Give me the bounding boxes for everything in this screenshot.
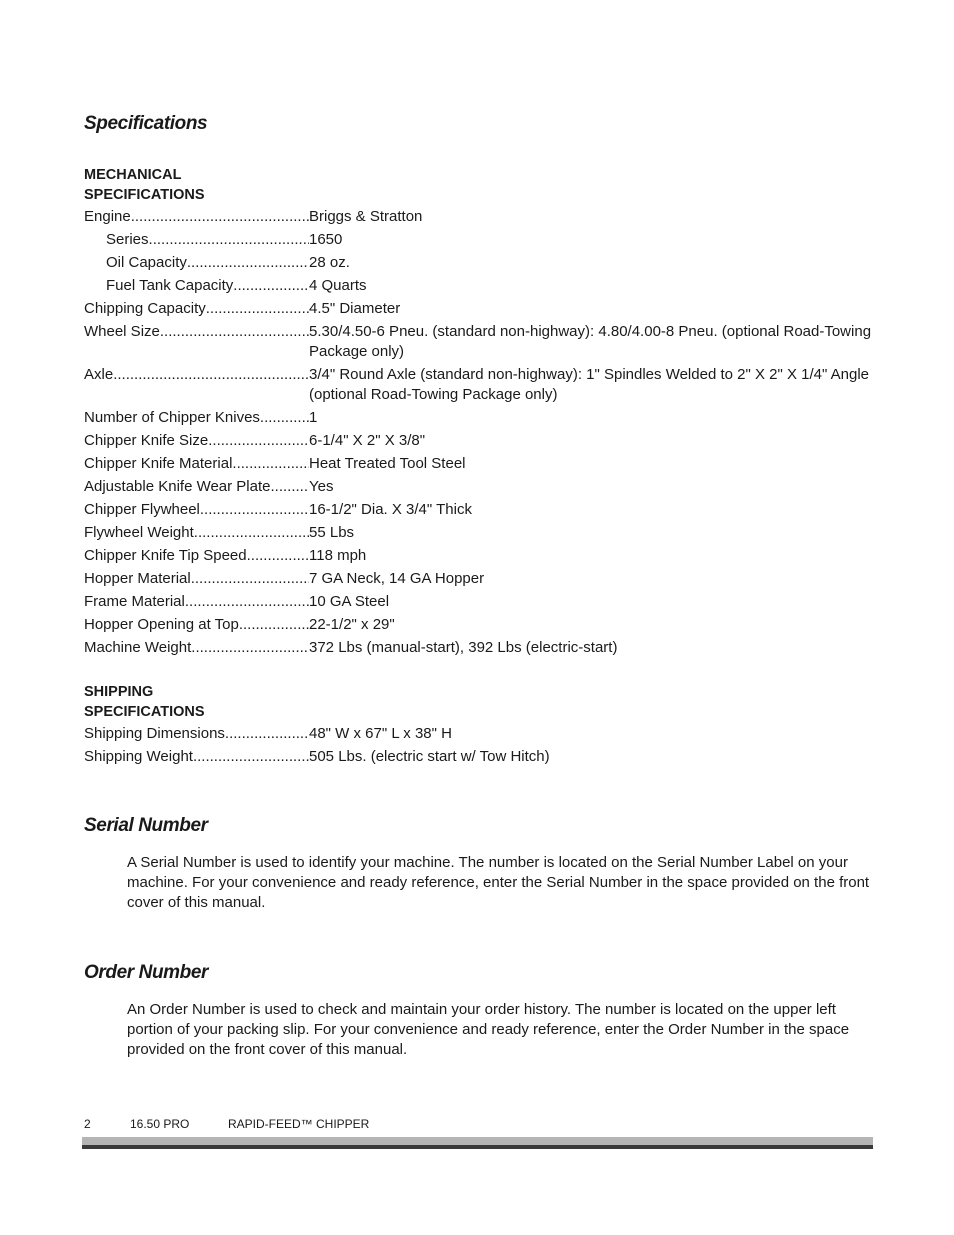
shipping-heading-line1: SHIPPING <box>84 684 154 700</box>
shipping-heading-line2: SPECIFICATIONS <box>84 704 205 720</box>
spec-label: Adjustable Knife Wear Plate <box>84 478 271 495</box>
dot-leader <box>131 207 309 227</box>
spec-label-container <box>84 299 309 319</box>
spec-label-container <box>84 276 309 296</box>
spec-row <box>84 276 884 296</box>
spec-row <box>84 546 884 566</box>
spec-value: 3/4" Round Axle (standard non-highway): 1" Spindles Welded to 2" X 2" X 1/4" Angle (optional Road-Towing Package only) <box>309 366 870 403</box>
spec-row <box>84 408 884 428</box>
dot-leader <box>194 523 309 543</box>
spec-label-container <box>84 230 309 250</box>
spec-row <box>84 253 884 273</box>
specifications-heading: Specifications <box>84 113 208 134</box>
spec-row <box>84 299 884 319</box>
dot-leader <box>113 365 309 385</box>
mechanical-specs-heading <box>84 165 205 205</box>
spec-label-container <box>84 615 309 635</box>
dot-leader <box>225 724 309 744</box>
spec-label-container <box>84 638 309 658</box>
dot-leader <box>160 322 309 342</box>
spec-label-container <box>84 569 309 589</box>
page-number: 2 <box>84 1117 91 1131</box>
spec-label: Shipping Dimensions <box>84 725 225 742</box>
dot-leader <box>239 615 309 635</box>
spec-label-container <box>84 365 309 385</box>
spec-label: Fuel Tank Capacity <box>106 277 234 294</box>
spec-row <box>84 638 884 658</box>
dot-leader <box>206 299 309 319</box>
spec-value: Heat Treated Tool Steel <box>309 455 466 472</box>
spec-label-container <box>84 454 309 474</box>
spec-row <box>84 615 884 635</box>
spec-row <box>84 747 884 767</box>
spec-label-container <box>84 322 309 342</box>
spec-label: Number of Chipper Knives <box>84 409 260 426</box>
spec-value: 1 <box>309 409 318 426</box>
spec-label: Chipping Capacity <box>84 300 206 317</box>
spec-value: 55 Lbs <box>309 524 355 541</box>
spec-row <box>84 207 884 227</box>
spec-label: Chipper Knife Tip Speed <box>84 547 247 564</box>
spec-value: 6-1/4" X 2" X 3/8" <box>309 432 426 449</box>
dot-leader <box>191 638 309 658</box>
spec-row <box>84 431 884 451</box>
spec-row <box>84 322 884 362</box>
shipping-specs-list <box>84 724 884 770</box>
spec-label: Engine <box>84 208 131 225</box>
spec-value: 5.30/4.50-6 Pneu. (standard non-highway): 4.80/4.00-8 Pneu. (optional Road-Towing Package only) <box>309 323 872 360</box>
spec-value: 1650 <box>309 231 343 248</box>
footer-model: 16.50 PRO <box>130 1117 190 1131</box>
spec-label-container <box>84 592 309 612</box>
spec-label-container <box>84 523 309 543</box>
dot-leader <box>208 431 309 451</box>
spec-row <box>84 230 884 250</box>
spec-label: Hopper Material <box>84 570 191 587</box>
spec-row <box>84 365 884 405</box>
dot-leader <box>149 230 309 250</box>
spec-label: Axle <box>84 366 114 383</box>
dot-leader <box>193 747 309 767</box>
spec-label-container <box>84 207 309 227</box>
spec-value: 16-1/2" Dia. X 3/4" Thick <box>309 501 472 518</box>
footer-rule <box>82 1137 873 1149</box>
spec-row <box>84 523 884 543</box>
spec-value: Briggs & Stratton <box>309 208 423 225</box>
spec-value: 505 Lbs. (electric start w/ Tow Hitch) <box>309 748 550 765</box>
serial-number-heading: Serial Number <box>84 815 208 836</box>
spec-label: Shipping Weight <box>84 748 193 765</box>
mechanical-heading-line2: SPECIFICATIONS <box>84 187 205 203</box>
spec-label-container <box>84 747 309 767</box>
dot-leader <box>191 569 309 589</box>
spec-label-container <box>84 546 309 566</box>
spec-label-container <box>84 500 309 520</box>
spec-label-container <box>84 724 309 744</box>
spec-label-container <box>84 253 309 273</box>
spec-row <box>84 592 884 612</box>
spec-value: 7 GA Neck, 14 GA Hopper <box>309 570 485 587</box>
spec-value: 4.5" Diameter <box>309 300 401 317</box>
spec-row <box>84 454 884 474</box>
dot-leader <box>200 500 309 520</box>
dot-leader <box>271 477 310 497</box>
dot-leader <box>232 454 309 474</box>
serial-number-paragraph: A Serial Number is used to identify your machine. The number is located on the Serial Number Label on your machine. For your convenience and ready reference, enter the Serial Number in the space provided on the front cover of this manual. <box>127 854 870 911</box>
spec-label-container <box>84 477 309 497</box>
spec-value: 48" W x 67" L x 38" H <box>309 725 452 742</box>
spec-label-container <box>84 431 309 451</box>
spec-label: Series <box>106 231 149 248</box>
footer-product: RAPID-FEED™ CHIPPER <box>228 1117 370 1131</box>
spec-label: Flywheel Weight <box>84 524 194 541</box>
dot-leader <box>185 592 309 612</box>
dot-leader <box>260 408 309 428</box>
spec-label: Chipper Knife Size <box>84 432 209 449</box>
spec-label: Wheel Size <box>84 323 160 340</box>
spec-value: 4 Quarts <box>309 277 367 294</box>
spec-value: 28 oz. <box>309 254 350 271</box>
spec-label: Hopper Opening at Top <box>84 616 239 633</box>
spec-label-container <box>84 408 309 428</box>
spec-label: Frame Material <box>84 593 185 610</box>
spec-value: 118 mph <box>309 547 367 564</box>
mechanical-specs-list <box>84 207 884 661</box>
order-number-paragraph: An Order Number is used to check and maintain your order history. The number is located on the upper left portion of your packing slip. For your convenience and ready reference, enter the Order Number in the space provided on the front cover of this manual. <box>127 1001 850 1058</box>
spec-label: Oil Capacity <box>106 254 187 271</box>
spec-value: Yes <box>309 478 334 495</box>
spec-row <box>84 477 884 497</box>
spec-value: 372 Lbs (manual-start), 392 Lbs (electric-start) <box>309 639 618 656</box>
order-number-heading: Order Number <box>84 962 209 983</box>
spec-row <box>84 500 884 520</box>
spec-value: 10 GA Steel <box>309 593 390 610</box>
spec-row <box>84 569 884 589</box>
spec-value: 22-1/2" x 29" <box>309 616 395 633</box>
spec-row <box>84 724 884 744</box>
dot-leader <box>247 546 309 566</box>
spec-label: Machine Weight <box>84 639 192 656</box>
spec-label: Chipper Flywheel <box>84 501 200 518</box>
dot-leader <box>187 253 309 273</box>
dot-leader <box>233 276 309 296</box>
shipping-specs-heading <box>84 682 205 722</box>
mechanical-heading-line1: MECHANICAL <box>84 167 182 183</box>
spec-label: Chipper Knife Material <box>84 455 233 472</box>
